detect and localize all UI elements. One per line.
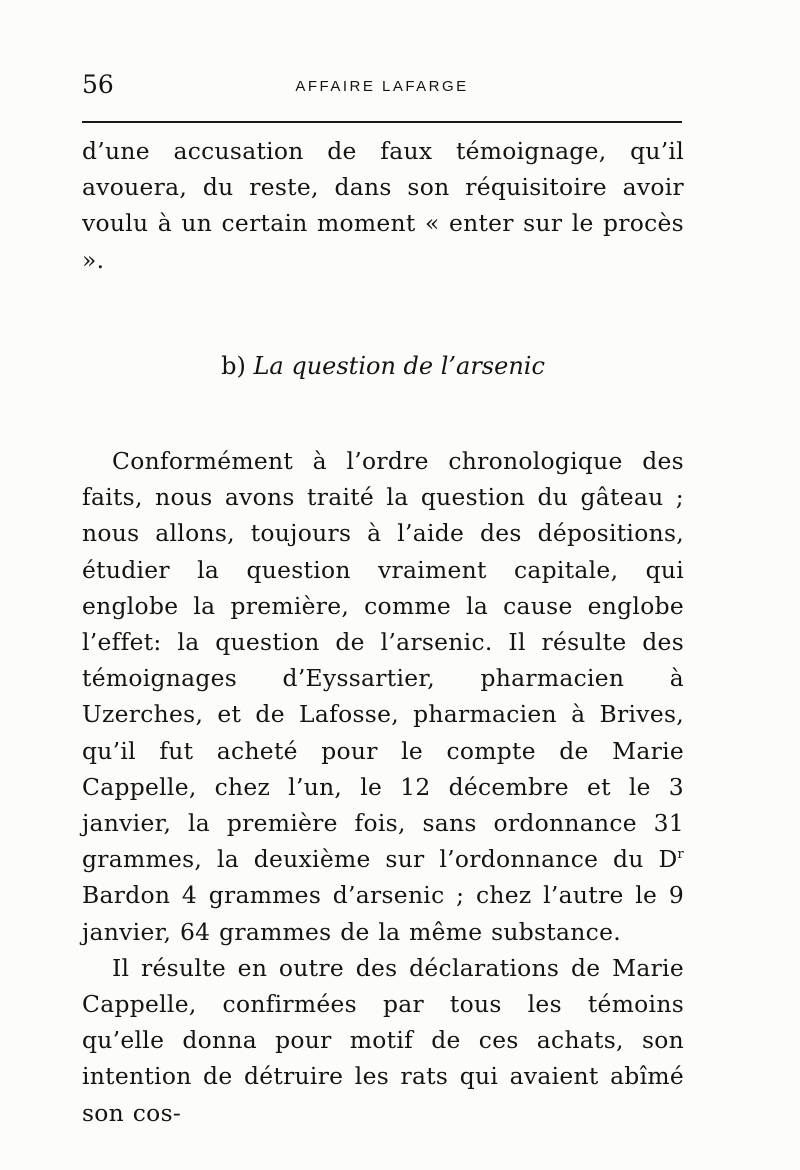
paragraph-2: Il résulte en outre des déclarations de Marie Cappelle, confirmées par tous les témoins qu’elle donna pour motif de ces achats, son intention de détruire les rats qui avaient abîmé son cos- (82, 953, 684, 1127)
section-title: La question de l’arsenic (253, 352, 545, 380)
doctor-abbrev-superscript: r (677, 847, 684, 863)
intro-paragraph (82, 133, 684, 278)
paragraph-1-part-2: Bardon 4 grammes d’arsenic ; chez l’autre le 9 janvier, 64 grammes de la même substance. (82, 881, 684, 946)
intro-text: d’une accusation de faux témoignage, qu’il avouera, du reste, dans son réquisitoire avoir voulu à un certain moment « enter sur le procès ». (82, 137, 684, 274)
body-text (82, 443, 684, 1131)
header-rule (82, 121, 682, 123)
running-title: AFFAIRE LAFARGE (295, 78, 469, 95)
page-number: 56 (82, 70, 114, 99)
section-heading (82, 352, 684, 380)
section-label: b) (221, 352, 246, 380)
page-header (82, 70, 682, 100)
paragraph-1-part-1: Conformément à l’ordre chronologique des faits, nous avons traité la question du gâteau ; nous allons, toujours à l’aide des dépositions, étudier la question vraiment capitale, qui englobe la première, comme la cause englobe l’effet: la question de l’arsenic. Il résulte des témoignages d’Eyssartier, pharmacien à Uzerches, et de Lafosse, pharmacien à Brives, qu’il fut acheté pour le compte de Marie Cappelle, chez l’un, le 12 décembre et le 3 janvier, la première fois, sans ordonnance 31 grammes, la deuxième sur l’ordonnance du D (82, 447, 684, 874)
paragraph-1 (82, 443, 684, 950)
